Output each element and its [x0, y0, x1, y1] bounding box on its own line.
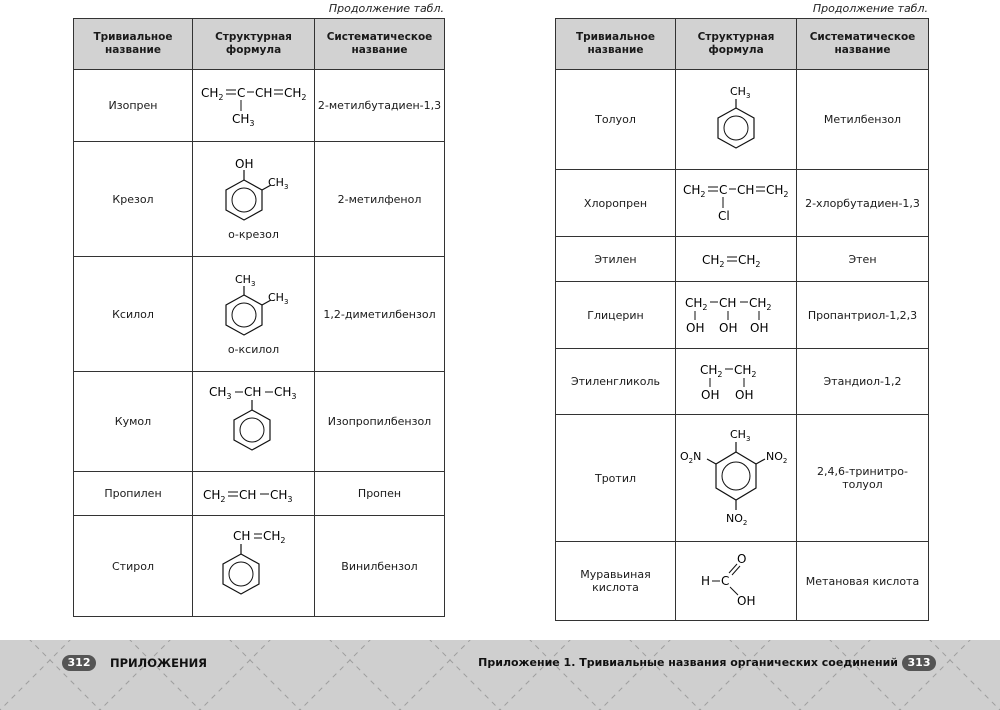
svg-text:OH: OH — [735, 387, 754, 402]
structural-formula — [676, 415, 797, 542]
svg-text:OH: OH — [750, 321, 769, 335]
systematic-name: Изопропилбензол — [315, 372, 445, 472]
svg-text:CH3: $CH_3$ — [208, 384, 231, 401]
toluene-formula-icon — [686, 81, 786, 159]
table-row — [74, 142, 445, 257]
trivial-name: Ксилол — [74, 257, 193, 372]
ethylene-glycol-formula-icon — [696, 359, 776, 405]
svg-text:O: O — [737, 552, 747, 566]
systematic-name: Винилбензол — [315, 516, 445, 617]
table-row — [556, 170, 929, 237]
footer-chapter-title: Приложение 1. Тривиальные названия органических соединений — [478, 656, 898, 669]
table-row — [74, 70, 445, 142]
table-row — [556, 349, 929, 415]
trivial-name: Тротил — [556, 415, 676, 542]
systematic-name: Метилбензол — [797, 70, 929, 170]
tnt-formula-icon — [678, 424, 794, 532]
table-header-row — [556, 19, 929, 70]
cresol-formula-icon — [204, 157, 304, 229]
styrene-formula-icon — [204, 526, 304, 606]
svg-text:C: C — [236, 85, 245, 100]
structural-formula — [676, 70, 797, 170]
table-row — [556, 282, 929, 349]
svg-text:NO2: $NO_2$ — [726, 512, 748, 527]
table-row — [74, 372, 445, 472]
svg-text:CH: CH — [719, 296, 737, 310]
systematic-name: 1,2-диметилбензол — [315, 257, 445, 372]
table-row — [556, 70, 929, 170]
trivial-name: Хлоропрен — [556, 170, 676, 237]
formic-acid-formula-icon — [691, 551, 781, 611]
header-systematic-name: Систематическое название — [315, 19, 445, 70]
left-page — [0, 0, 500, 640]
table-row — [74, 516, 445, 617]
header-structural-formula: Структурная формула — [193, 19, 315, 70]
svg-text:CH3: $CH_3$ — [234, 273, 255, 288]
structural-formula — [676, 542, 797, 621]
svg-text:CH2: $CH_2$ — [738, 253, 761, 269]
svg-text:CH2: $CH_2$ — [200, 85, 223, 102]
svg-text:CH2: $CH_2$ — [734, 362, 757, 379]
svg-text:OH: OH — [719, 321, 738, 335]
systematic-name: Метановая кислота — [797, 542, 929, 621]
svg-text:CH3: $CH_3$ — [730, 84, 751, 100]
table-row — [74, 472, 445, 516]
structural-formula — [676, 170, 797, 237]
systematic-name: 2-метилбутадиен-1,3 — [315, 70, 445, 142]
header-trivial-name: Тривиальное название — [74, 19, 193, 70]
svg-text:CH: CH — [243, 384, 261, 399]
table-header-row — [74, 19, 445, 70]
svg-text:CH2: $CH_2$ — [702, 253, 725, 269]
svg-text:CH: CH — [737, 183, 755, 197]
svg-text:CH2: $CH_2$ — [683, 183, 706, 199]
trivial-name: Этиленгликоль — [556, 349, 676, 415]
compounds-table-right — [555, 18, 929, 621]
header-systematic-name: Систематическое название — [797, 19, 929, 70]
svg-text:CH3: $CH_3$ — [730, 428, 751, 443]
table-row — [556, 415, 929, 542]
structural-formula — [193, 516, 315, 617]
header-trivial-name: Тривиальное название — [556, 19, 676, 70]
continuation-label-right: Продолжение табл. — [812, 2, 928, 15]
svg-text:CH: CH — [232, 529, 250, 543]
isomer-caption: о-крезол — [228, 228, 279, 241]
structural-formula — [193, 257, 315, 372]
continuation-label-left: Продолжение табл. — [328, 2, 444, 15]
trivial-name: Пропилен — [74, 472, 193, 516]
trivial-name: Стирол — [74, 516, 193, 617]
svg-text:CH2: $CH_2$ — [202, 487, 225, 504]
xylene-formula-icon — [204, 272, 304, 344]
svg-text:OH: OH — [686, 321, 705, 335]
structural-formula — [676, 349, 797, 415]
svg-text:C: C — [721, 574, 730, 588]
svg-text:CH3: $CH_3$ — [273, 384, 296, 401]
systematic-name: Пропен — [315, 472, 445, 516]
table-row — [74, 257, 445, 372]
ethylene-formula-icon — [696, 249, 776, 269]
compounds-table-left — [73, 18, 445, 617]
header-structural-formula: Структурная формула — [676, 19, 797, 70]
svg-text:CH3: $CH_3$ — [267, 176, 288, 191]
table-row — [556, 542, 929, 621]
svg-text:OH: OH — [737, 594, 756, 608]
page-number-right: 313 — [902, 655, 936, 671]
table-row — [556, 237, 929, 282]
glycerol-formula-icon — [681, 292, 791, 338]
svg-text:NO2: $NO_2$ — [766, 450, 788, 465]
footer-pattern-icon — [0, 640, 1000, 710]
svg-text:CH2: $CH_2$ — [749, 296, 772, 312]
page-footer — [0, 640, 1000, 710]
systematic-name: 2-хлорбутадиен-1,3 — [797, 170, 929, 237]
svg-text:OH: OH — [701, 387, 720, 402]
svg-text:CH2: $CH_2$ — [685, 296, 708, 312]
svg-text:O2N: $O_2N$ — [680, 450, 702, 465]
systematic-name: Пропантриол-1,2,3 — [797, 282, 929, 349]
svg-text:CH3: $CH_3$ — [269, 487, 292, 504]
trivial-name: Толуол — [556, 70, 676, 170]
svg-text:CH3: $CH_3$ — [267, 291, 288, 306]
trivial-name: Глицерин — [556, 282, 676, 349]
trivial-name: Этилен — [556, 237, 676, 282]
structural-formula — [676, 282, 797, 349]
svg-text:CH2: $CH_2$ — [700, 362, 723, 379]
svg-text:CH: CH — [254, 85, 272, 100]
isoprene-formula-icon — [199, 81, 309, 131]
systematic-name: Этандиол-1,2 — [797, 349, 929, 415]
right-page — [500, 0, 1000, 640]
systematic-name: 2-метилфенол — [315, 142, 445, 257]
structural-formula — [193, 372, 315, 472]
svg-text:CH2: $CH_2$ — [262, 529, 285, 545]
trivial-name: Изопрен — [74, 70, 193, 142]
structural-formula — [193, 142, 315, 257]
svg-text:CH2: $CH_2$ — [283, 85, 306, 102]
page-number-left: 312 — [62, 655, 96, 671]
svg-text:CH3: $CH_3$ — [231, 111, 254, 128]
svg-text:C: C — [719, 183, 728, 197]
chloroprene-formula-icon — [681, 178, 791, 228]
trivial-name: Муравьиная кислота — [556, 542, 676, 621]
structural-formula — [193, 472, 315, 516]
svg-text:H: H — [701, 574, 711, 588]
systematic-name: 2,4,6-тринитро-толуол — [797, 415, 929, 542]
isomer-caption: о-ксилол — [227, 343, 280, 356]
svg-text:Cl: Cl — [718, 209, 730, 223]
structural-formula — [676, 237, 797, 282]
svg-text:CH2: $CH_2$ — [766, 183, 789, 199]
svg-text:OH: OH — [234, 157, 253, 171]
footer-section-title: ПРИЛОЖЕНИЯ — [110, 656, 208, 670]
systematic-name: Этен — [797, 237, 929, 282]
trivial-name: Кумол — [74, 372, 193, 472]
structural-formula — [193, 70, 315, 142]
trivial-name: Крезол — [74, 142, 193, 257]
cumene-formula-icon — [199, 382, 309, 462]
propylene-formula-icon — [199, 484, 309, 504]
svg-text:CH: CH — [238, 487, 256, 502]
